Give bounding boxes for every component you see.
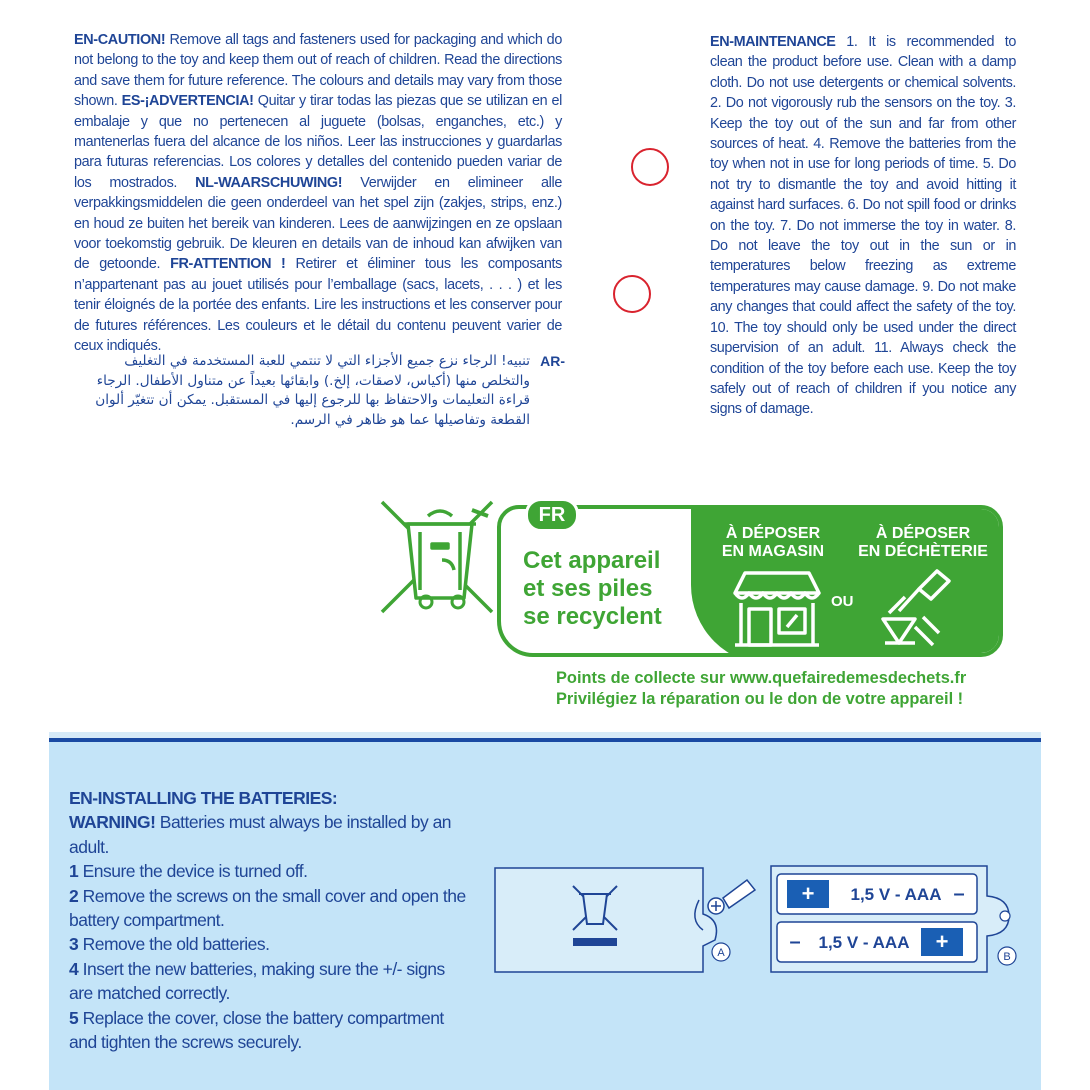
caution-en-text: Remove all tags and fasteners used for packaging and which do not belong to the toy and keep them out of reach of children. Read the directions and save them for future reference. The colours and details may vary from those shown.	[74, 32, 562, 110]
arabic-text: تنبيه! الرجاء نزع جميع الأجزاء التي لا تنتمي للعبة المستخدمة في التغليف والتخلص منها (أكياس، لاصقات، إلخ.) وابقائها بعيداً عن متناول الأطفال. الرجاء قراءة التعليمات والاحتفاظ بها للرجوع إليها في المستقبل. يمكن أن تتغيّر ألوان القطعة وتفاصيلها عما هو ظاهر في الرسم.	[95, 353, 530, 428]
registration-circle-top	[631, 148, 669, 186]
caution-fr-text: Retirer et éliminer tous les composants n’appartenant pas au jouet utilisés pour l’emballage (sacs, lacets, . . . ) et les tenir éloignés de la portée des enfants. Lire les instructions et les conserver pour de futures références. Les couleurs et le détail du contenu peuvent varier de ceux indiqués.	[74, 256, 562, 355]
screwdriver-icon	[723, 880, 755, 908]
label-b: B	[1003, 951, 1011, 963]
maintenance-text-block	[710, 32, 1016, 420]
install-step-5: 5 Replace the cover, close the battery compartment and tighten the screws securely.	[69, 1007, 444, 1053]
caution-text-block	[74, 30, 562, 357]
install-step-3: 3 Remove the old batteries.	[69, 934, 270, 955]
caution-nl-label: NL-WAARSCHUWING!	[195, 174, 343, 191]
battery-2-label: 1,5 V - AAA	[818, 933, 910, 952]
caution-nl-text: Verwijder en elimineer alle verpakkingsmiddelen die geen onderdeel van het spel zijn (zakjes, strips, enz.) en houd ze buiten het bereik van kinderen. Lees de aanwijzingen en ze opslaan voor toekomstig gebruik. De kleuren en details van de inhoud kan afwijken van de getoonde.	[74, 174, 563, 273]
install-step-4: 4 Insert the new batteries, making sure the +/- signs are matched correctly.	[69, 958, 445, 1004]
maintenance-text: 1. It is recommended to clean the product before use. Clean with a damp cloth. Do not use detergents or chemical solvents. 2. Do not vigorously rub the sensors on the toy. 3. Keep the toy out of the sun and far from other sources of heat. 4. Remove the batteries from the toy when not in use for long periods of time. 5. Do not try to dismantle the toy and avoid hitting it against hard surfaces. 6. Do not spill food or drinks on the toy. 7. Do not immerse the toy in water. 8. Do not leave the toy out in the sun or in temperatures below freezing as extreme temperatures may cause damage. 9. Do not make any changes that could affect the safety of the toy. 10. The toy should only be used under the direct supervision of an adult. 11. Always check the condition of the toy before each use. Keep the toy safely out of reach of children if you notice any signs of damage.	[710, 34, 1016, 418]
svg-text:–: –	[789, 931, 801, 953]
battery-1-label: 1,5 V - AAA	[850, 885, 942, 904]
battery-installation-section	[49, 738, 1041, 1090]
installation-instructions	[69, 786, 469, 1054]
label-a: A	[717, 947, 725, 959]
crossed-bin-icon	[376, 498, 504, 618]
caution-es-text: Quitar y tirar todas las piezas que se utilizan en el embalaje y que no pertenecen al juguete (bolsas, enganches, etc.) y mantenerlas fuera del alcance de los niños. Leer las instrucciones y guardarlas para futuras referencias. Los colores y detalles del contenido pueden variar de los mostrados.	[74, 93, 562, 191]
recycling-center-icon	[875, 567, 959, 651]
battery-diagram	[489, 860, 1029, 980]
fr-badge: FR	[525, 498, 579, 532]
warning-text: Batteries must always be installed by an adult.	[69, 812, 452, 857]
arabic-warning-block	[90, 352, 565, 430]
store-label: À DÉPOSER EN MAGASIN	[721, 525, 825, 560]
svg-text:+: +	[935, 929, 949, 954]
arabic-label: AR-	[540, 353, 565, 369]
store-icon	[731, 569, 823, 649]
svg-text:+: +	[801, 881, 815, 906]
repair-donation-line: Privilégiez la réparation ou le don de votre appareil !	[556, 690, 964, 708]
installation-title: EN-INSTALLING THE BATTERIES:	[69, 788, 338, 808]
svg-text:–: –	[953, 883, 965, 905]
caution-fr-label: FR-ATTENTION !	[170, 256, 286, 273]
recycle-line-3: se recyclent	[523, 603, 662, 630]
recycle-options-panel	[691, 505, 1003, 657]
collection-info	[556, 668, 1006, 710]
caution-es-label: ES-¡ADVERTENCIA!	[121, 93, 254, 110]
registration-circle-bottom	[613, 275, 651, 313]
maintenance-label: EN-MAINTENANCE	[710, 34, 836, 50]
dump-label: À DÉPOSER EN DÉCHÈTERIE	[858, 525, 988, 560]
warning-label: WARNING!	[69, 812, 156, 833]
recycle-line-2: et ses piles	[523, 575, 653, 602]
recycle-line-1: Cet appareil	[523, 547, 661, 574]
install-step-1: 1 Ensure the device is turned off.	[69, 861, 308, 882]
or-label: OU	[831, 593, 854, 610]
install-step-2: 2 Remove the screws on the small cover and open the battery compartment.	[69, 885, 466, 931]
collection-points-line: Points de collecte sur www.quefairedemesdechets.fr	[556, 669, 967, 687]
caution-en-label: EN-CAUTION!	[74, 32, 166, 48]
